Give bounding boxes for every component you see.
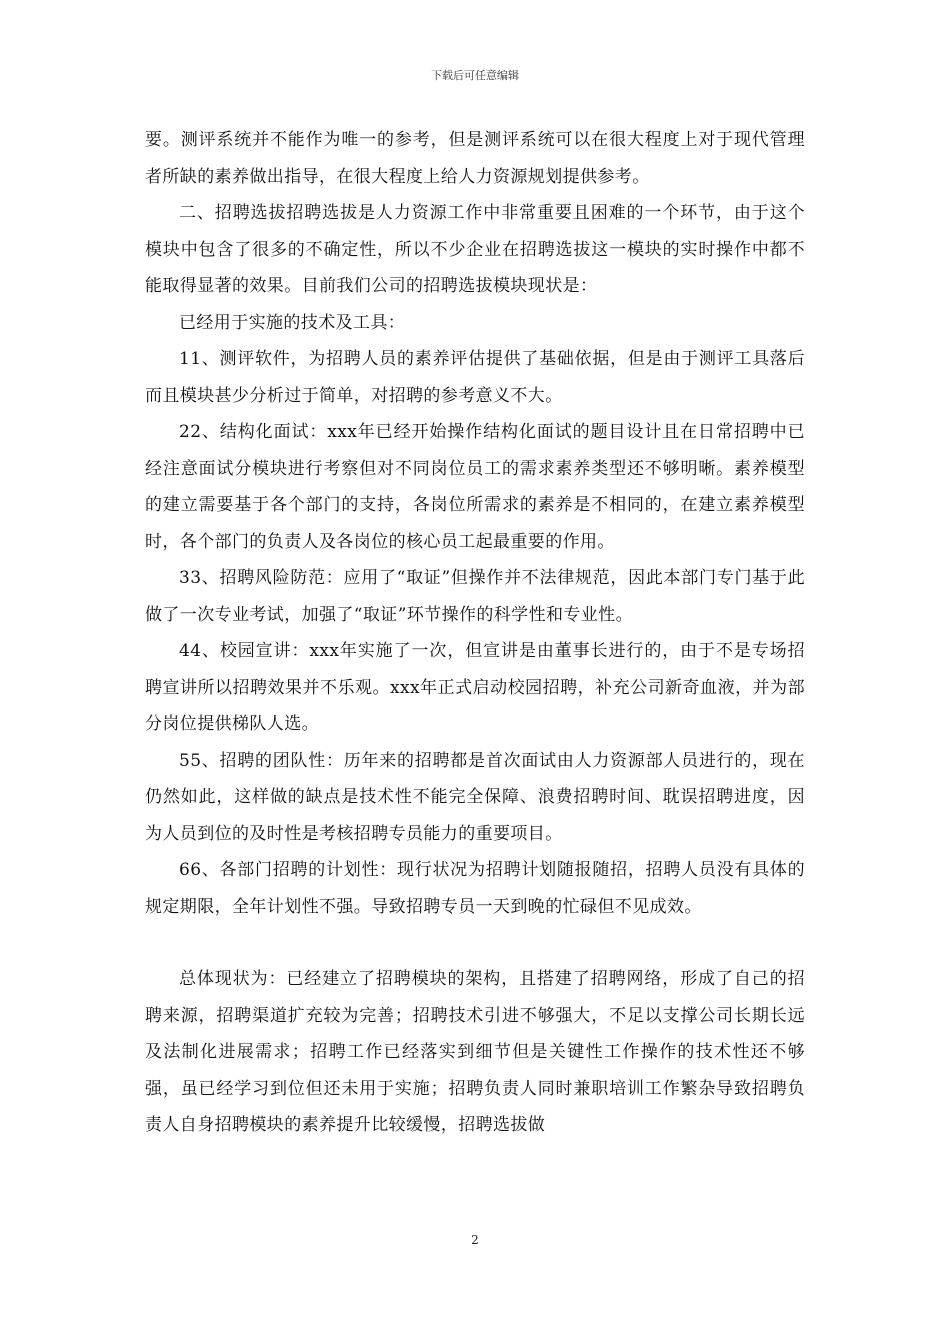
- paragraph: 二、招聘选拔招聘选拔是人力资源工作中非常重要且困难的一个环节，由于这个模块中包含了很多的不确定性，所以不少企业在招聘选拔这一模块的实时操作中都不能取得显著的效果。目前我们公司的招聘选拔模块现状是：: [145, 203, 805, 296]
- document-body: [145, 122, 805, 1144]
- paragraph: 11、测评软件，为招聘人员的素养评估提供了基础依据，但是由于测评工具落后而且模块甚少分析过于简单，对招聘的参考意义不大。: [145, 349, 805, 406]
- page-number: 2: [471, 1233, 479, 1247]
- paragraph: 55、招聘的团队性：历年来的招聘都是首次面试由人力资源部人员进行的，现在仍然如此，这样做的缺点是技术性不能完全保障、浪费招聘时间、耽误招聘进度，因为人员到位的及时性是考核招聘专员能力的重要项目。: [145, 750, 805, 844]
- paragraph: 已经用于实施的技术及工具：: [179, 312, 406, 333]
- page-header: 下载后可任意编辑: [431, 69, 519, 82]
- paragraph: 22、结构化面试：xxx年已经开始操作结构化面试的题目设计且在日常招聘中已经注意面试分模块进行考察但对不同岗位员工的需求素养类型还不够明晰。素养模型的建立需要基于各个部门的支持，各岗位所需求的素养是不相同的，在建立素养模型时，各个部门的负责人及各岗位的核心员工起最重要的作用。: [145, 422, 805, 552]
- paragraph: 33、招聘风险防范：应用了“取证”但操作并不法律规范，因此本部门专门基于此做了一次专业考试，加强了“取证”环节操作的科学性和专业性。: [145, 568, 805, 625]
- paragraph: 44、校园宣讲：xxx年实施了一次，但宣讲是由董事长进行的，由于不是专场招聘宣讲所以招聘效果并不乐观。xxx年正式启动校园招聘，补充公司新奇血液，并为部分岗位提供梯队人选。: [145, 641, 805, 734]
- paragraph: 要。测评系统并不能作为唯一的参考，但是测评系统可以在很大程度上对于现代管理者所缺的素养做出指导，在很大程度上给人力资源规划提供参考。: [145, 130, 805, 187]
- paragraph: 总体现状为：已经建立了招聘模块的架构，且搭建了招聘网络，形成了自己的招聘来源，招聘渠道扩充较为完善；招聘技术引进不够强大，不足以支撑公司长期长远及法制化进展需求；招聘工作已经落实到细节但是关键性工作操作的技术性还不够强，虽已经学习到位但还未用于实施；招聘负责人同时兼职培训工作繁杂导致招聘负责人自身招聘模块的素养提升比较缓慢，招聘选拔做: [145, 969, 805, 1135]
- paragraph: 66、各部门招聘的计划性：现行状况为招聘计划随报随招，招聘人员没有具体的规定期限，全年计划性不强。导致招聘专员一天到晚的忙碌但不见成效。: [145, 860, 805, 917]
